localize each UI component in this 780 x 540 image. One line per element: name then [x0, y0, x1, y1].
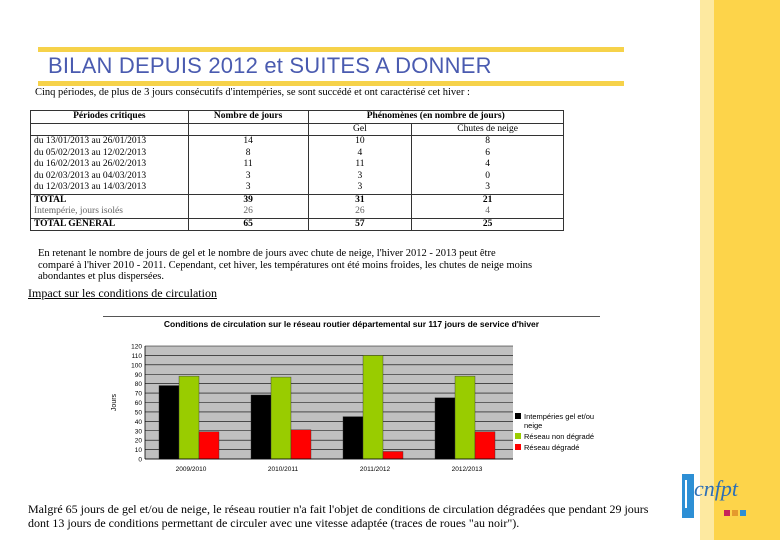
y-tick-label: 100	[131, 362, 142, 370]
table-row: du 12/03/2013 au 14/03/2013 3 3 3	[31, 182, 564, 194]
comparison-paragraph: En retenant le nombre de jours de gel et le nombre de jours avec chute de neige, l'hiver 2012 - 2013 peut être comparé à l'hiver 2010 - 2011. Cependant, cet hiver, les températures ont été moins froides, les chutes de neige moins abondantes et plus dispersées.	[38, 248, 533, 282]
header-periodes: Périodes critiques	[31, 111, 189, 124]
chart-title-rule	[103, 316, 600, 317]
x-tick-label: 2009/2010	[175, 466, 207, 473]
impact-heading: Impact sur les conditions de circulation	[28, 286, 217, 300]
y-axis-label: Jours	[111, 393, 118, 412]
bar-2010-2011-s0	[251, 395, 271, 459]
y-tick-label: 90	[134, 371, 142, 379]
legend-swatch	[515, 444, 521, 450]
bar-2011-2012-s1	[363, 355, 383, 459]
legend-item	[515, 412, 597, 430]
y-tick-label: 110	[131, 352, 142, 360]
bar-2012-2013-s2	[475, 432, 495, 459]
header-phenomenes: Phénomènes (en nombre de jours)	[308, 111, 564, 124]
cnfpt-logo	[680, 470, 770, 522]
table-row-total-general: TOTAL GENERAL 65 57 25	[31, 218, 564, 231]
bar-2009-2010-s0	[159, 386, 179, 459]
table-row-total: TOTAL 39 31 21	[31, 194, 564, 206]
y-tick-label: 40	[134, 418, 142, 426]
header-nombre: Nombre de jours	[188, 111, 308, 124]
x-tick-label: 2011/2012	[359, 466, 391, 473]
title-rule-top	[38, 47, 624, 52]
table-header-row	[31, 111, 564, 124]
y-tick-label: 80	[134, 381, 142, 389]
bar-2012-2013-s0	[435, 398, 455, 459]
conclusion-text: Malgré 65 jours de gel et/ou de neige, le réseau routier n'a fait l'objet de conditions de circulation dégradées que pendant 29 jours dont 13 jours de conditions permettant de circuler avec une vitesse adaptée (traces de roues "au noir").	[28, 502, 649, 530]
legend-item	[515, 432, 597, 441]
chart-legend	[515, 412, 597, 454]
bar-2011-2012-s2	[383, 451, 403, 459]
legend-swatch	[515, 413, 521, 419]
y-tick-label: 10	[134, 447, 142, 455]
circulation-bar-chart	[105, 340, 515, 475]
bar-2009-2010-s2	[199, 432, 219, 459]
y-tick-label: 60	[134, 400, 142, 407]
table-subheader-row	[31, 123, 564, 136]
bar-2010-2011-s2	[291, 430, 311, 459]
table-row: du 16/02/2013 au 26/02/2013 11 11 4	[31, 159, 564, 171]
table-row: du 13/01/2013 au 26/01/2013 14 10 8	[31, 136, 564, 148]
table-row: du 05/02/2013 au 12/02/2013 8 4 6	[31, 148, 564, 160]
legend-swatch	[515, 433, 521, 439]
y-tick-label: 50	[134, 409, 142, 417]
subheader-neige: Chutes de neige	[412, 123, 564, 136]
bar-2011-2012-s0	[343, 417, 363, 459]
legend-label: Réseau dégradé	[524, 443, 580, 452]
bar-2010-2011-s1	[271, 377, 291, 459]
x-tick-label: 2010/2011	[267, 466, 299, 473]
y-tick-label: 20	[134, 437, 142, 445]
logo-text: cnfpt	[694, 476, 738, 501]
intro-text: Cinq périodes, de plus de 3 jours consécutifs d'intempéries, se sont succédé et ont caractérisé cet hiver :	[35, 87, 470, 98]
y-tick-label: 70	[134, 390, 142, 398]
critical-periods-table	[30, 110, 564, 231]
table-row: du 02/03/2013 au 04/03/2013 3 3 0	[31, 171, 564, 183]
subheader-gel: Gel	[308, 123, 412, 136]
right-decor-stripe-light	[700, 0, 714, 540]
chart-title: Conditions de circulation sur le réseau routier départemental sur 117 jours de service d'hiver	[163, 319, 540, 329]
table-row-isoles: Intempérie, jours isolés 26 26 4	[31, 206, 564, 218]
legend-item	[515, 443, 597, 452]
x-tick-label: 2012/2013	[451, 466, 483, 473]
y-tick-label: 120	[131, 343, 142, 351]
y-tick-label: 0	[138, 456, 142, 464]
page-title: BILAN DEPUIS 2012 et SUITES A DONNER	[48, 53, 492, 78]
bar-2009-2010-s1	[179, 376, 199, 459]
y-tick-label: 30	[134, 428, 142, 436]
legend-label: Réseau non dégradé	[524, 432, 595, 441]
bar-2012-2013-s1	[455, 376, 475, 459]
legend-label: Intempéries gel et/ou neige	[524, 412, 595, 430]
title-rule-bottom	[38, 81, 624, 86]
